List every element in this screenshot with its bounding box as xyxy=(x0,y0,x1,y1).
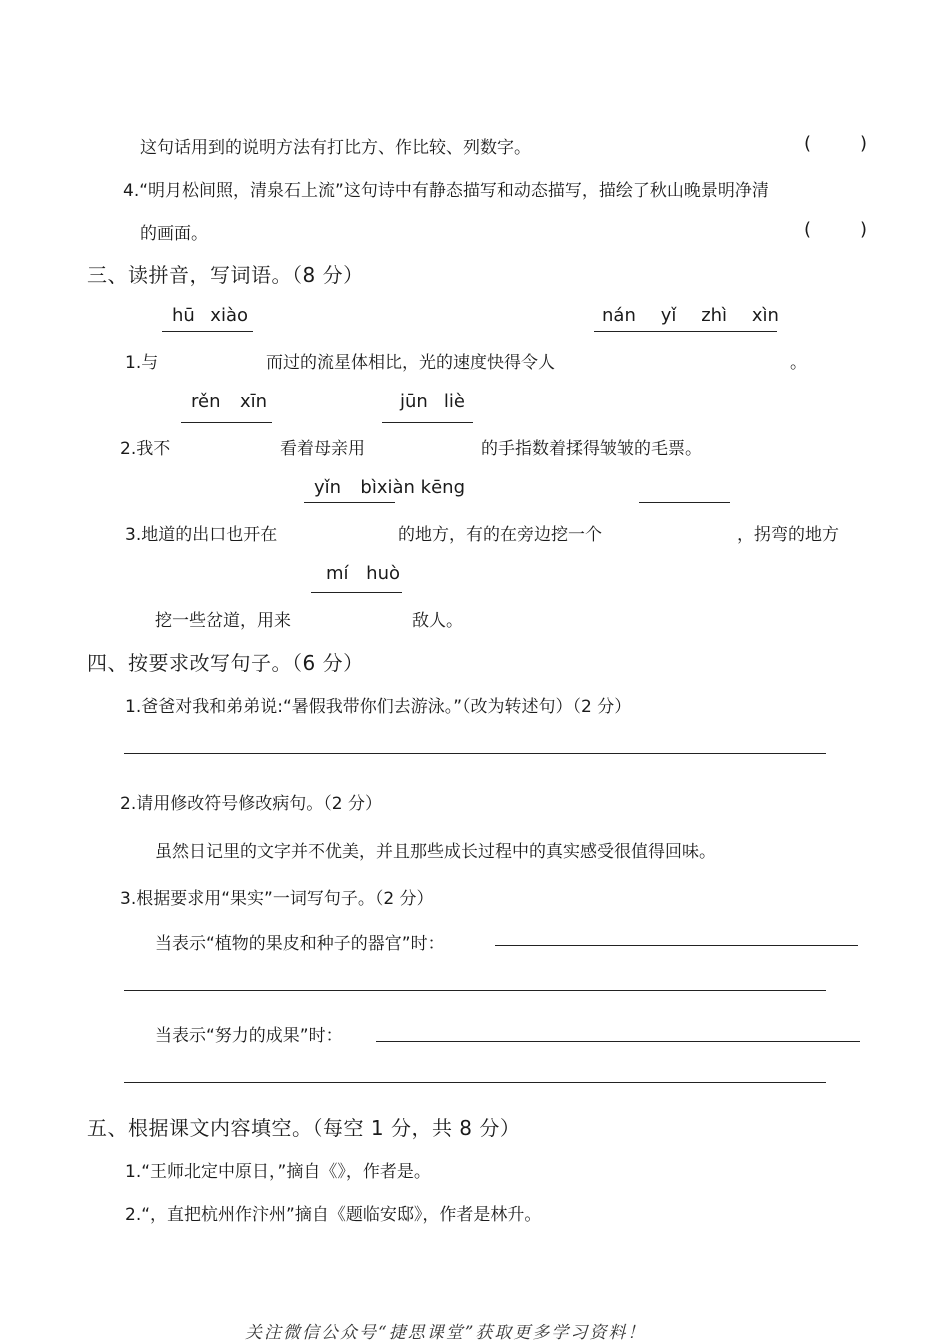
answer-line[interactable] xyxy=(124,753,826,754)
fill-q3-part3: ，拐弯的地方 xyxy=(737,525,839,545)
pinyin-hint xyxy=(400,391,465,412)
fill-q1-part2: 而过的流星体相比，光的速度快得令人 xyxy=(266,353,555,373)
pinyin-syllable: yǐn xyxy=(314,477,342,498)
pinyin-syllable: yǐ xyxy=(660,305,677,326)
fill-q2-part2: 看着母亲用 xyxy=(280,439,365,459)
footer-watermark: 关注微信公众号“捷思课堂”获取更多学习资料！ xyxy=(245,1323,647,1343)
pinyin-syllable: nán xyxy=(602,305,636,326)
pinyin-syllable: xìn xyxy=(751,305,779,326)
pinyin-hint xyxy=(602,305,779,326)
fill-q2-part1: 2.我不 xyxy=(120,439,171,459)
answer-line[interactable] xyxy=(495,945,858,946)
fill-q3-part2: 的地方，有的在旁边挖一个 xyxy=(398,525,602,545)
answer-paren-open: ( xyxy=(804,219,812,240)
pinyin-syllable: zhì xyxy=(701,305,728,326)
answer-line[interactable] xyxy=(376,1041,860,1042)
rewrite-q3-prompt-b: 当表示“努力的成果”时： xyxy=(155,1026,343,1046)
pinyin-syllable: mí xyxy=(326,563,349,584)
rewrite-q3: 3.根据要求用“果实”一词写句子。（2 分） xyxy=(120,889,434,909)
fill-q2-part3: 的手指数着揉得皱皱的毛票。 xyxy=(481,439,702,459)
section-5-heading: 五、根据课文内容填空。（每空 1 分，共 8 分） xyxy=(87,1116,521,1140)
pinyin-syllable: jūn xyxy=(400,391,428,412)
answer-line[interactable] xyxy=(639,502,730,503)
answer-line[interactable] xyxy=(124,990,826,991)
fill-q3-part4: 挖一些岔道，用来 xyxy=(155,611,291,631)
answer-line[interactable] xyxy=(181,422,272,423)
pinyin-syllable: liè xyxy=(443,391,465,412)
answer-paren-close: ) xyxy=(860,219,868,240)
rewrite-q2: 2.请用修改符号修改病句。（2 分） xyxy=(120,794,382,814)
section-4-heading: 四、按要求改写句子。（6 分） xyxy=(87,651,364,675)
section-3-heading: 三、读拼音，写词语。（8 分） xyxy=(87,263,364,287)
answer-line[interactable] xyxy=(382,422,473,423)
recall-q1: 1.“王师北定中原日，”摘自《》，作者是。 xyxy=(125,1162,431,1182)
pinyin-syllable: hū xyxy=(172,305,195,326)
pinyin-hint xyxy=(326,563,400,584)
answer-line[interactable] xyxy=(124,1082,826,1083)
fill-q3-part1: 3.地道的出口也开在 xyxy=(125,525,278,545)
answer-line[interactable] xyxy=(162,331,253,332)
pinyin-hint xyxy=(314,477,465,498)
pinyin-syllable: huò xyxy=(366,563,400,584)
fill-q1-part1: 1.与 xyxy=(125,353,159,373)
judgment-item-4-line1: 4.“明月松间照，清泉石上流”这句诗中有静态描写和动态描写，描绘了秋山晚景明净清 xyxy=(123,181,769,201)
pinyin-hint xyxy=(191,391,267,412)
judgment-item-3-text: 这句话用到的说明方法有打比方、作比较、列数字。 xyxy=(140,138,531,158)
pinyin-syllable: xīn xyxy=(239,391,267,412)
answer-paren-open: ( xyxy=(804,133,812,154)
judgment-item-4-line2: 的画面。 xyxy=(140,224,208,244)
answer-paren-close: ) xyxy=(860,133,868,154)
faulty-sentence: 虽然日记里的文字并不优美，并且那些成长过程中的真实感受很值得回味。 xyxy=(155,842,716,862)
pinyin-hint xyxy=(172,305,248,326)
answer-line[interactable] xyxy=(304,502,395,503)
rewrite-q3-prompt-a: 当表示“植物的果皮和种子的器官”时： xyxy=(155,934,445,954)
rewrite-q1: 1.爸爸对我和弟弟说:“暑假我带你们去游泳。”（改为转述句）（2 分） xyxy=(125,697,632,717)
fill-q1-part3: 。 xyxy=(790,353,807,373)
answer-line[interactable] xyxy=(311,592,402,593)
pinyin-syllable: rěn xyxy=(191,391,221,412)
recall-q2: 2.“，直把杭州作汴州”摘自《题临安邸》，作者是林升。 xyxy=(125,1205,542,1225)
pinyin-syllable: xiào xyxy=(210,305,248,326)
answer-line[interactable] xyxy=(594,331,777,332)
fill-q3-part5: 敌人。 xyxy=(412,611,463,631)
pinyin-syllable: bìxiàn kēng xyxy=(360,477,465,498)
